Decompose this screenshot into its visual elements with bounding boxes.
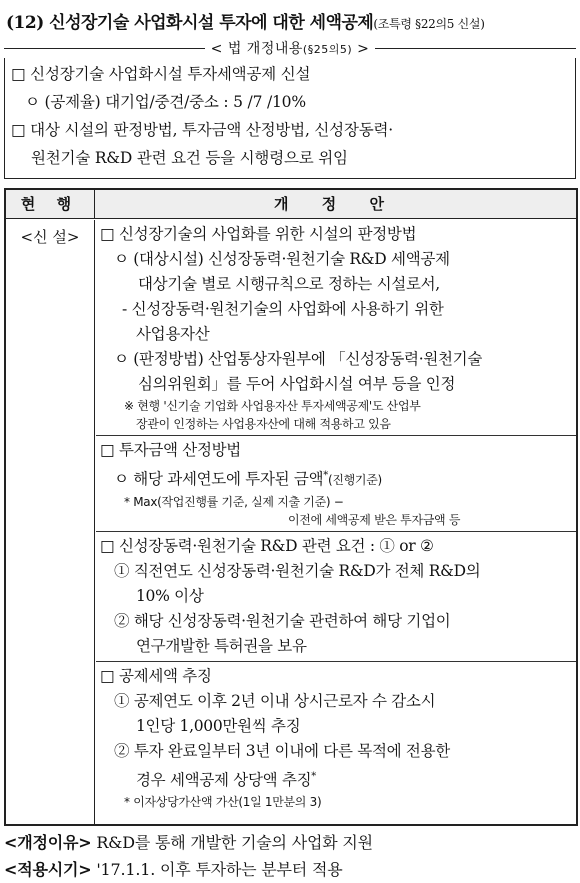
- section-facility-determination: [96, 220, 576, 436]
- effective-date-text: '17.1.1. 이후 투자하는 분부터 적용: [96, 860, 343, 879]
- table-line: ② 투자 완료일부터 3년 이내에 다른 목적에 전용한: [114, 742, 450, 761]
- table-line: 대상기술 별로 시행규칙으로 정하는 시설로서,: [138, 275, 440, 293]
- table-line: 연구개발한 특허권을 보유: [136, 637, 307, 656]
- table-line: 10% 이상: [136, 587, 204, 606]
- section-rd-requirements: [96, 532, 576, 662]
- section-heading: □ 신성장기술의 사업화를 위한 시설의 판정방법: [100, 225, 417, 243]
- law-revision-box: [4, 38, 576, 179]
- table-line: [100, 764, 572, 793]
- table-line: ㅇ (판정방법) 산업통상자원부에 「신성장동력·원천기술: [114, 350, 483, 368]
- section-heading: □ 투자금액 산정방법: [100, 441, 241, 459]
- table-note: 이전에 세액공제 받은 투자금액 등: [288, 513, 461, 528]
- revision-line: 원천기술 R&D 관련 요건 등을 시행령으로 위임: [31, 149, 348, 167]
- table-note: * Max(작업진행률 기준, 실제 지출 기준) −: [124, 495, 344, 510]
- revision-heading-end: >: [352, 41, 370, 57]
- revision-heading-text: < 법 개정내용: [210, 41, 303, 57]
- table-line: [100, 463, 572, 493]
- section-heading: □ 공제세액 추징: [100, 667, 212, 686]
- revision-heading: [4, 38, 576, 58]
- revised-column: [96, 220, 576, 824]
- section-investment-amount: [96, 436, 576, 532]
- section-heading: □ 신성장동력·원천기술 R&D 관련 요건 : ① or ②: [100, 537, 434, 556]
- revision-line: ㅇ (공제율) 대기업/중견/중소 : 5 /7 /10%: [25, 93, 306, 111]
- current-column: [6, 220, 95, 824]
- reason-text: R&D를 통해 개발한 기술의 사업화 지원: [96, 833, 373, 852]
- revision-heading-label: [205, 41, 376, 57]
- table-line: ㅇ (대상시설) 신성장동력·원천기술 R&D 세액공제: [114, 250, 450, 268]
- line-suffix: (진행기준): [327, 473, 382, 488]
- footnote-mark: *: [311, 771, 316, 783]
- table-line: 사업용자산: [136, 325, 210, 343]
- current-value: <신 설>: [20, 228, 80, 246]
- reason-line: [4, 830, 373, 853]
- header-revised: 개 정 안: [274, 195, 398, 213]
- revision-heading-ref: (§25의5): [302, 43, 353, 56]
- footnote-mark: *: [323, 470, 328, 481]
- table-line: - 신성장동력·원천기술의 사업화에 사용하기 위한: [122, 300, 444, 318]
- header-current: 현 행: [6, 190, 95, 218]
- revision-line: □ 신성장기술 사업화시설 투자세액공제 신설: [11, 65, 311, 83]
- revision-content: [4, 58, 576, 179]
- table-line: ① 공제연도 이후 2년 이내 상시근로자 수 감소시: [114, 692, 436, 711]
- revision-line: □ 대상 시설의 판정방법, 투자금액 산정방법, 신성장동력·: [11, 121, 393, 139]
- effective-date-tag: <적용시기>: [4, 860, 92, 879]
- title-main: (12) 신성장기술 사업화시설 투자에 대한 세액공제: [6, 13, 374, 33]
- table-line: 1인당 1,000만원씩 추징: [136, 717, 301, 736]
- line-text: 경우 세액공제 상당액 추징: [136, 771, 312, 790]
- section-recapture: [96, 662, 576, 813]
- table-line: 심의위원회」를 두어 사업화시설 여부 등을 인정: [138, 375, 456, 393]
- table-note: * 이자상당가산액 가산(1일 1만분의 3): [124, 795, 322, 810]
- comparison-table: [4, 188, 578, 826]
- table-note: 장관이 인정하는 사업용자산에 대해 적용하고 있음: [136, 417, 391, 431]
- table-note: ※ 현행 '신기술 기업화 사업용자산 투자세액공제'도 산업부: [124, 399, 421, 413]
- reason-tag: <개정이유>: [4, 833, 92, 852]
- line-text: ㅇ 해당 과세연도에 투자된 금액: [114, 470, 324, 489]
- effective-date-line: [4, 857, 342, 880]
- page-title: [6, 8, 485, 33]
- table-line: ② 해당 신성장동력·원천기술 관련하여 해당 기업이: [114, 612, 451, 631]
- table-line: ① 직전연도 신성장동력·원천기술 R&D가 전체 R&D의: [114, 562, 481, 581]
- title-legal-reference: (조특령 §22의5 신설): [373, 17, 485, 31]
- table-header-row: [6, 190, 576, 219]
